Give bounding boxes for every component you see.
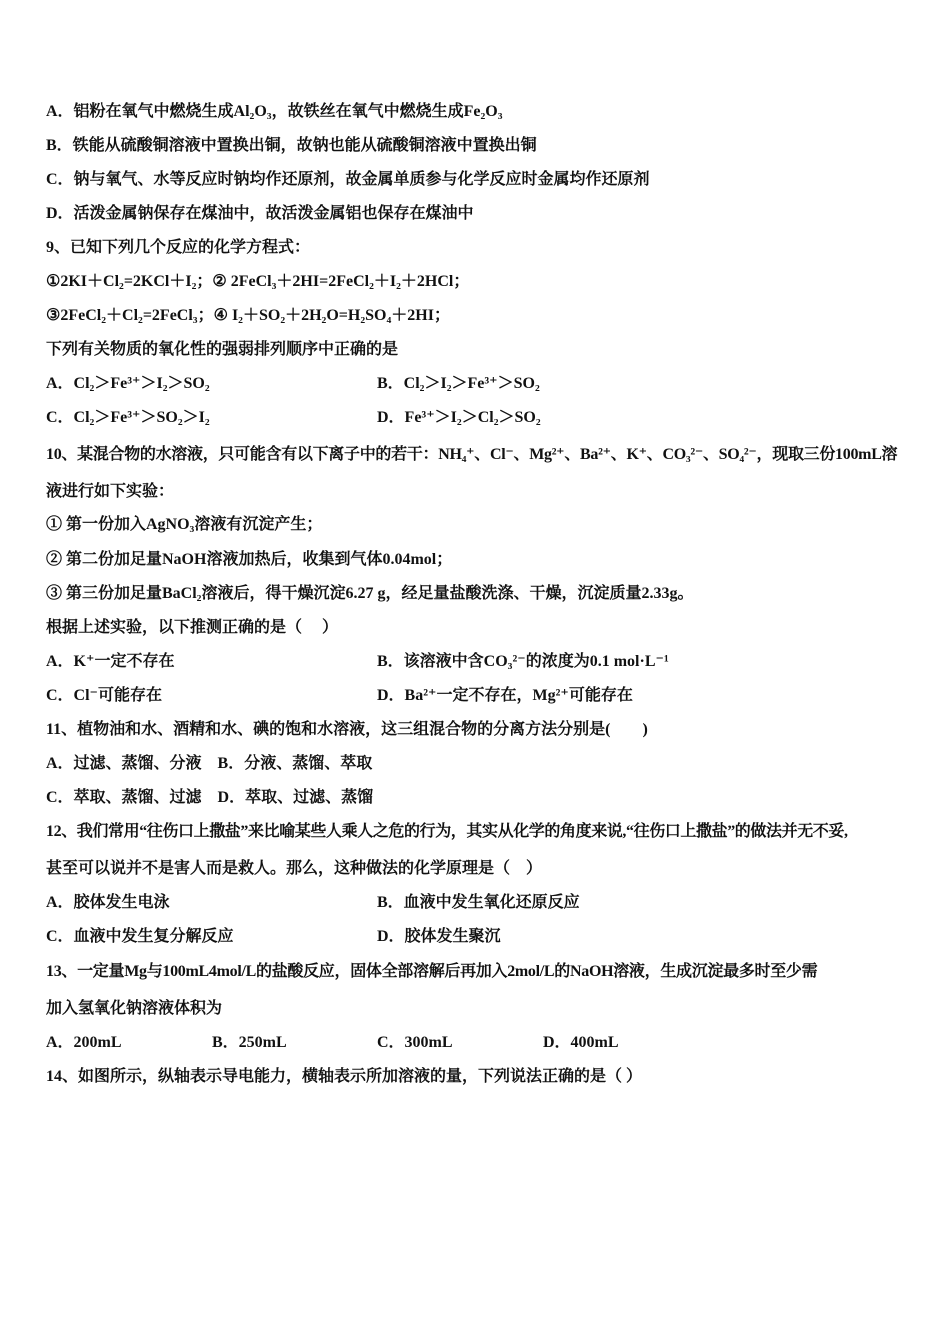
q13-option-d: D．400mL — [543, 1034, 619, 1051]
q12-option-d: D．胶体发生聚沉 — [377, 928, 501, 945]
q12-option-b: B．血液中发生氧化还原反应 — [377, 894, 580, 911]
q9-question: 下列有关物质的氧化性的强弱排列顺序中正确的是 — [46, 341, 399, 358]
q8-option-d: D．活泼金属钠保存在煤油中，故活泼金属铝也保存在煤油中 — [46, 205, 474, 222]
q8-option-b: B．铁能从硫酸铜溶液中置换出铜，故钠也能从硫酸铜溶液中置换出铜 — [46, 137, 537, 154]
q13-option-a: A．200mL — [46, 1034, 122, 1051]
q10-step-1: ① 第一份加入AgNO₃溶液有沉淀产生； — [46, 516, 323, 533]
q10-question: 根据上述实验，以下推测正确的是（ ） — [46, 619, 339, 636]
q9-option-d: D．Fe³⁺＞I₂＞Cl₂＞SO₂ — [377, 409, 541, 426]
q9-option-a: A．Cl₂＞Fe³⁺＞I₂＞SO₂ — [46, 375, 210, 392]
q10-option-a: A．K⁺一定不存在 — [46, 653, 175, 670]
q10-option-d: D．Ba²⁺一定不存在，Mg²⁺可能存在 — [377, 687, 633, 704]
q8-option-c: C．钠与氧气、水等反应时钠均作还原剂，故金属单质参与化学反应时金属均作还原剂 — [46, 171, 650, 188]
q10-step-3: ③ 第三份加足量BaCl₂溶液后，得干燥沉淀6.27 g，经足量盐酸洗涤、干燥，沉淀质量2.33g。 — [46, 585, 694, 602]
q10-stem-2: 液进行如下实验： — [46, 483, 175, 500]
q14-stem: 14、如图所示，纵轴表示导电能力，横轴表示所加溶液的量，下列说法正确的是（ ） — [46, 1068, 643, 1085]
q10-stem-1: 10、某混合物的水溶液，只可能含有以下离子中的若干：NH₄⁺、Cl⁻、Mg²⁺、Ba²⁺、K⁺、CO₃²⁻、SO₄²⁻，现取三份100mL溶 — [46, 446, 898, 463]
q13-stem-1: 13、一定量Mg与100mL4mol/L的盐酸反应，固体全部溶解后再加入2mol/L的NaOH溶液，生成沉淀最多时至少需 — [46, 963, 818, 980]
q12-option-a: A．胶体发生电泳 — [46, 894, 170, 911]
q9-eq2: ③2FeCl₂＋Cl₂=2FeCl₃；④ I₂＋SO₂＋2H₂O=H₂SO₄＋2HI； — [46, 307, 450, 324]
q8-option-a: A．铝粉在氧气中燃烧生成Al₂O₃，故铁丝在氧气中燃烧生成Fe₂O₃ — [46, 103, 503, 120]
q11-stem: 11、植物油和水、酒精和水、碘的饱和水溶液，这三组混合物的分离方法分别是( ) — [46, 721, 648, 738]
q13-option-b: B．250mL — [212, 1034, 287, 1051]
q10-option-c: C．Cl⁻可能存在 — [46, 687, 163, 704]
q12-stem-1: 12、我们常用“往伤口上撒盐”来比喻某些人乘人之危的行为，其实从化学的角度来说,“往伤口上撒盐”的做法并无不妥, — [46, 823, 848, 840]
q12-stem-2: 甚至可以说并不是害人而是救人。那么，这种做法的化学原理是（ ） — [46, 860, 543, 877]
q9-stem: 9、已知下列几个反应的化学方程式： — [46, 239, 311, 256]
q13-stem-2: 加入氢氧化钠溶液体积为 — [46, 1000, 223, 1017]
q10-option-b: B．该溶液中含CO₃²⁻的浓度为0.1 mol·L⁻¹ — [377, 653, 669, 670]
q11-options-cd: C．萃取、蒸馏、过滤 D．萃取、过滤、蒸馏 — [46, 789, 374, 806]
q11-options-ab: A．过滤、蒸馏、分液 B．分液、蒸馏、萃取 — [46, 755, 373, 772]
q9-option-b: B．Cl₂＞I₂＞Fe³⁺＞SO₂ — [377, 375, 540, 392]
q9-eq1: ①2KI＋Cl₂=2KCl＋I₂；② 2FeCl₃＋2HI=2FeCl₂＋I₂＋2HCl； — [46, 273, 470, 290]
q12-option-c: C．血液中发生复分解反应 — [46, 928, 234, 945]
q10-step-2: ② 第二份加足量NaOH溶液加热后，收集到气体0.04mol； — [46, 551, 453, 568]
q9-option-c: C．Cl₂＞Fe³⁺＞SO₂＞I₂ — [46, 409, 210, 426]
q13-option-c: C．300mL — [377, 1034, 453, 1051]
